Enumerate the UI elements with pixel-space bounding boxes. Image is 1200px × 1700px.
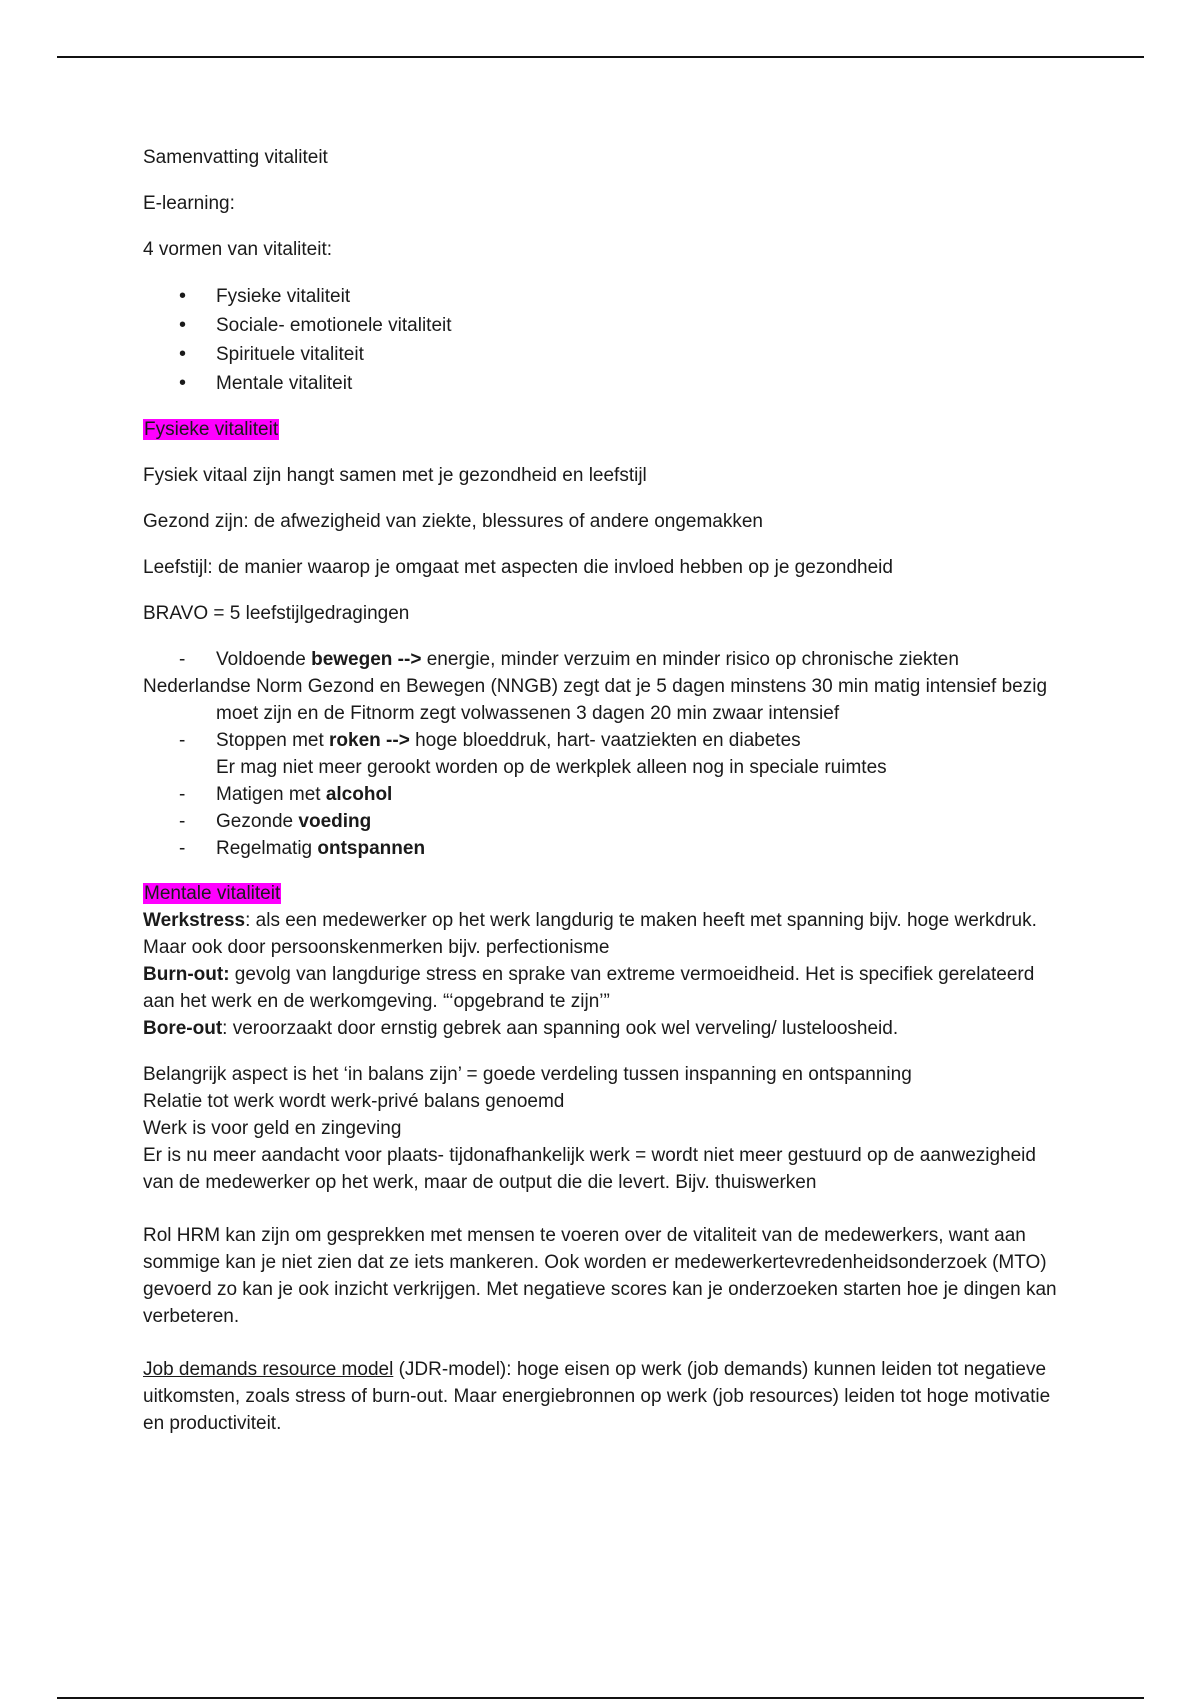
item-keyword: alcohol: [325, 784, 393, 805]
paragraph: Leefstijl: de manier waarop je omgaat met aspecten die invloed hebben op je gezondheid: [143, 557, 893, 578]
list-item: • Mentale vitaliteit: [143, 369, 1063, 398]
item-text: energie, minder verzuim en minder risico op chronische ziekten: [421, 649, 959, 670]
list-item: • Sociale- emotionele vitaliteit: [143, 311, 1063, 340]
paragraph-text: (JDR-model): hoge eisen op werk (job demands) kunnen leiden tot negatieve uitkomsten, zoals stress of burn-out. Maar energiebronnen op werk (job resources) leiden tot hoge motivatie en productiviteit.: [143, 1359, 1051, 1434]
list-item-note: Nederlandse Norm Gezond en Bewegen (NNGB) zegt dat je 5 dagen minstens 30 min matig intensief bezig moet zijn en de Fitnorm zegt volwassenen 3 dagen 20 min zwaar intensief: [143, 676, 1048, 724]
definition-burnout: [143, 961, 1063, 1015]
paragraph: Relatie tot werk wordt werk-privé balans genoemd: [143, 1091, 565, 1112]
item-text: Voldoende: [216, 649, 312, 670]
highlighted-heading-text: Fysieke vitaliteit: [144, 419, 279, 440]
section-heading-fysiek: [143, 416, 1063, 443]
list-item: • Fysieke vitaliteit: [143, 282, 1063, 311]
highlighted-heading-text: Mentale vitaliteit: [144, 883, 281, 904]
paragraph: Er is nu meer aandacht voor plaats- tijdonafhankelijk werk = wordt niet meer gestuurd op de aanwezigheid van de medewerker op het werk, maar de output die die levert. Bijv. thuiswerken: [143, 1145, 1036, 1193]
definition-text: : veroorzaakt door ernstig gebrek aan spanning ook wel verveling/ lusteloosheid.: [222, 1018, 899, 1039]
item-text: Matigen met: [216, 784, 326, 805]
paragraph: Werk is voor geld en zingeving: [143, 1118, 402, 1139]
list-item: [143, 808, 1063, 835]
item-text: Regelmatig: [216, 838, 318, 859]
paragraph: Fysiek vitaal zijn hangt samen met je gezondheid en leefstijl: [143, 465, 647, 486]
forms-intro: 4 vormen van vitaliteit:: [143, 239, 333, 260]
header-rule: [57, 56, 1144, 58]
forms-list: [143, 282, 1063, 398]
definition-text: : als een medewerker op het werk langdurig te maken heeft met spanning bijv. hoge werkdruk. Maar ook door persoonskenmerken bijv. perfectionisme: [143, 910, 1037, 958]
paragraph: Belangrijk aspect is het ‘in balans zijn’ = goede verdeling tussen inspanning en ontspanning: [143, 1064, 912, 1085]
footer-rule: [57, 1697, 1144, 1699]
list-item: [143, 835, 1063, 862]
list-item: [143, 727, 1063, 754]
item-keyword: ontspannen: [317, 838, 426, 859]
list-item: [143, 646, 1063, 673]
item-text: Gezonde: [216, 811, 299, 832]
spacer: [143, 1196, 1063, 1222]
section-heading-mentaal: [143, 880, 1063, 907]
definition-werkstress: [143, 907, 1063, 961]
paragraph-jdr: [143, 1356, 1063, 1437]
underlined-term: Job demands resource model: [143, 1359, 394, 1380]
list-item: [143, 781, 1063, 808]
elearning-label: E-learning:: [143, 193, 235, 214]
item-text: Stoppen met: [216, 730, 330, 751]
term: Burn-out:: [143, 964, 230, 985]
list-item-note: Er mag niet meer gerookt worden op de werkplek alleen nog in speciale ruimtes: [216, 757, 887, 778]
bravo-line: BRAVO = 5 leefstijlgedragingen: [143, 603, 410, 624]
paragraph: Rol HRM kan zijn om gesprekken met mensen te voeren over de vitaliteit van de medewerkers, want aan sommige kan je niet zien dat ze iets mankeren. Ook worden er medewerkertevredenheidsonderzoek (MTO) gevoerd zo kan je ook inzicht verkrijgen. Met negatieve scores kan je onderzoeken starten hoe je dingen kan verbeteren.: [143, 1225, 1057, 1327]
paragraph: Gezond zijn: de afwezigheid van ziekte, blessures of andere ongemakken: [143, 511, 763, 532]
item-text: hoge bloeddruk, hart- vaatziekten en diabetes: [409, 730, 801, 751]
item-keyword: voeding: [298, 811, 372, 832]
term: Werkstress: [143, 910, 246, 931]
definition-boreout: [143, 1015, 1063, 1042]
definition-text: gevolg van langdurige stress en sprake van extreme vermoeidheid. Het is specifiek gerelateerd aan het werk en de werkomgeving. “‘opgebrand te zijn’”: [143, 964, 1035, 1012]
item-keyword: bewegen -->: [311, 649, 422, 670]
spacer: [143, 1330, 1063, 1356]
document-title: Samenvatting vitaliteit: [143, 147, 328, 168]
document-body: [143, 144, 1063, 1437]
item-keyword: roken -->: [329, 730, 410, 751]
list-item: • Spirituele vitaliteit: [143, 340, 1063, 369]
bravo-list: [143, 646, 1063, 862]
term: Bore-out: [143, 1018, 223, 1039]
